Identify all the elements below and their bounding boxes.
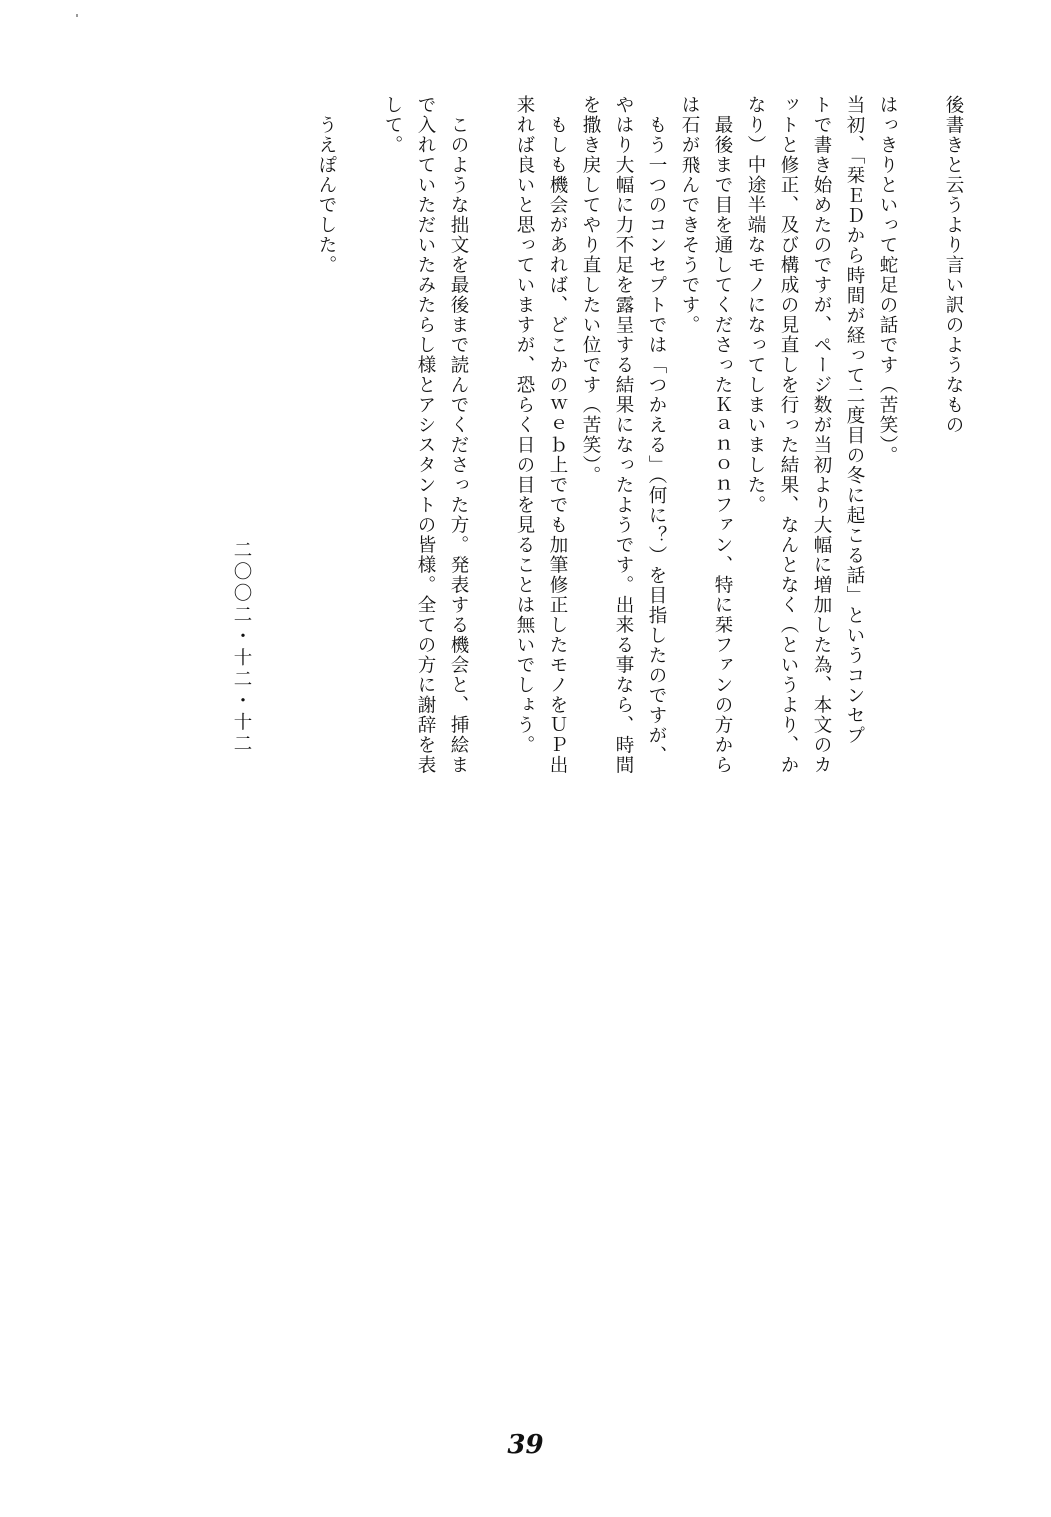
text-line: 当初、「栞ＥＤから時間が経って二度目の冬に起こる話」というコンセプ <box>844 95 865 746</box>
text-line: トで書き始めたのですが、ページ数が当初より大幅に増加した為、本文のカ <box>811 95 832 775</box>
text-line: して。 <box>382 95 403 155</box>
text-line: このような拙文を最後まで読んでくださった方。発表する機会と、挿絵ま <box>448 95 469 775</box>
text-line: は石が飛んできそうです。 <box>679 95 700 335</box>
text-line: はっきりといって蛇足の話です（苦笑）。 <box>877 95 898 466</box>
text-line: 最後まで目を通してくださったＫａｎｏｎファン、特に栞ファンの方から <box>712 95 733 775</box>
page-number: 39 <box>507 1430 544 1460</box>
afterword-title: 後書きと云うより言い訳のようなもの <box>943 95 964 435</box>
date-line: 二〇〇二・十二・十二 <box>231 540 252 755</box>
text-line: なり）中途半端なモノになってしまいました。 <box>745 95 766 515</box>
text-line: もしも機会があれば、どこかのｗｅｂ上ででも加筆修正したモノをＵＰ出 <box>547 95 568 775</box>
scan-speck <box>76 14 78 17</box>
text-line: もう一つのコンセプトでは「つかえる」（何に？）を目指したのですが、 <box>646 95 667 766</box>
text-line: で入れていただいたみたらし様とアシスタントの皆様。全ての方に謝辞を表 <box>415 95 436 775</box>
signature-line: うえぽんでした。 <box>316 95 337 275</box>
text-line: やはり大幅に力不足を露呈する結果になったようです。出来る事なら、時間 <box>613 95 634 775</box>
text-line: を撒き戻してやり直したい位です（苦笑）。 <box>580 95 601 486</box>
text-line: 来れば良いと思っていますが、恐らく日の目を見ることは無いでしょう。 <box>514 95 535 755</box>
text-line: ットと修正、及び構成の見直しを行った結果、なんとなく（というより、か <box>778 95 799 775</box>
